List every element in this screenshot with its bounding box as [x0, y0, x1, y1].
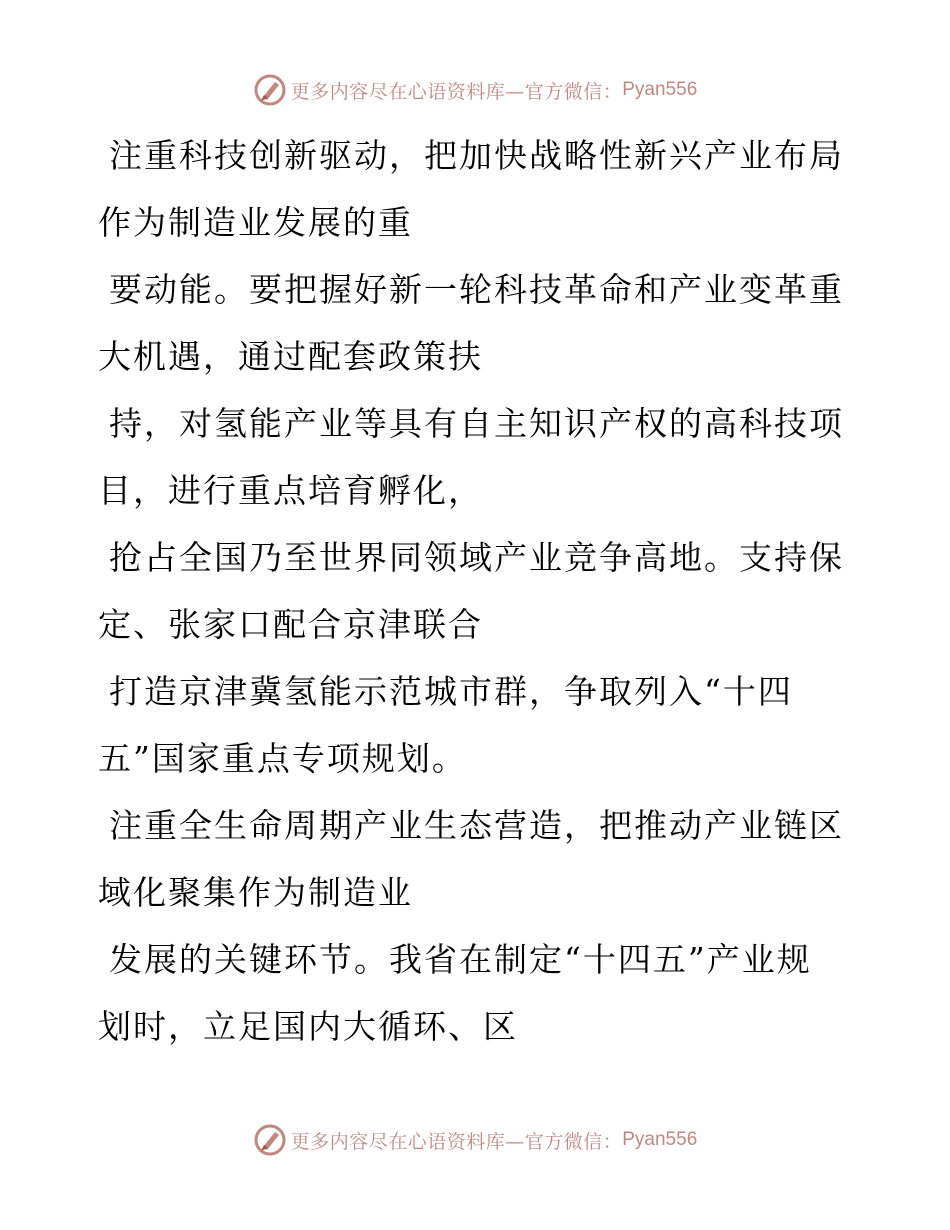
paragraph-line: 持，对氢能产业等具有自主知识产权的高科技项 — [109, 404, 844, 443]
watermark-text: 更多内容尽在心语资料库—官方微信： — [290, 80, 623, 103]
paragraph-line: 五”国家重点专项规划。 — [98, 739, 467, 778]
paragraph-line: 定、张家口配合京津联合 — [98, 605, 483, 644]
paragraph-line: 打造京津冀氢能示范城市群，争取列入“十四 — [109, 672, 793, 711]
paragraph-line: 发展的关键环节。我省在制定“十四五”产业规 — [109, 940, 812, 979]
watermark-id: Pyan556 — [622, 1129, 698, 1150]
pen-logo-icon — [253, 73, 287, 107]
paragraph — [98, 256, 844, 390]
watermark-text: 更多内容尽在心语资料库—官方微信： — [290, 1130, 623, 1153]
paragraph-line: 大机遇，通过配套政策扶 — [98, 337, 483, 376]
paragraph-line: 域化聚集作为制造业 — [98, 873, 413, 912]
paragraph — [98, 524, 844, 658]
header-watermark — [0, 70, 950, 110]
paragraph-line: 注重全生命周期产业生态营造，把推动产业链区 — [109, 806, 844, 845]
paragraph-line: 注重科技创新驱动，把加快战略性新兴产业布局 — [109, 136, 844, 175]
paragraph — [98, 792, 844, 926]
paragraph-line: 作为制造业发展的重 — [98, 203, 413, 242]
paragraph-line: 目，进行重点培育孵化， — [98, 471, 483, 510]
paragraph-line: 划时，立足国内大循环、区 — [98, 1007, 518, 1046]
watermark-id: Pyan556 — [622, 79, 698, 100]
paragraph — [98, 122, 844, 256]
paragraph — [98, 658, 828, 792]
pen-logo-icon — [253, 1123, 287, 1157]
paragraph — [98, 390, 844, 524]
paragraph — [98, 926, 828, 1060]
document-body — [98, 122, 844, 1060]
paragraph-line: 要动能。要把握好新一轮科技革命和产业变革重 — [109, 270, 844, 309]
footer-watermark — [0, 1120, 950, 1160]
paragraph-line: 抢占全国乃至世界同领域产业竞争高地。支持保 — [109, 538, 844, 577]
